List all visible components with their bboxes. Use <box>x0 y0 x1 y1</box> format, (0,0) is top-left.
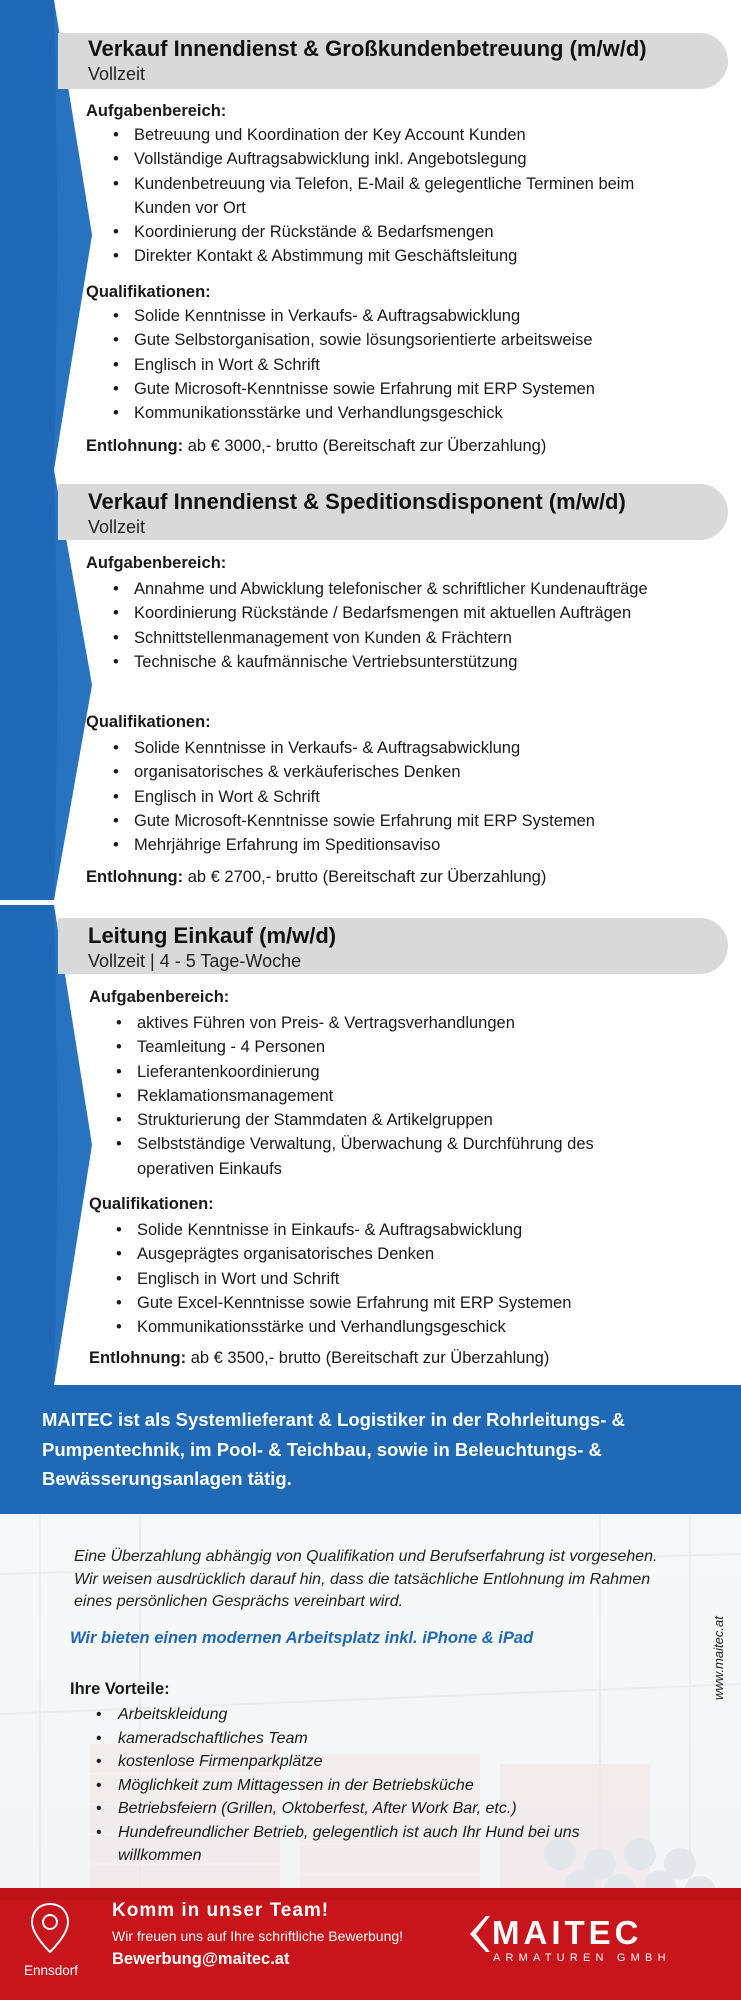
job-subtitle: Vollzeit <box>88 64 146 84</box>
location-pin-icon <box>28 1900 72 1958</box>
list-item: • Gute Microsoft-Kenntnisse sowie Erfahrung mit ERP Systemen <box>86 809 726 833</box>
tasks-heading: Aufgabenbereich: <box>86 554 227 572</box>
list-item: • Strukturierung der Stammdaten & Artikelgruppen <box>89 1108 649 1132</box>
chevron-arrow <box>0 905 92 1385</box>
logo-name: MAITEC <box>492 1914 643 1951</box>
list-item: • Kommunikationsstärke und Verhandlungsgeschick <box>86 401 726 425</box>
tasks-heading: Aufgabenbereich: <box>86 102 227 120</box>
list-item: • Kommunikationsstärke und Verhandlungsgeschick <box>89 1315 729 1339</box>
list-item: • Mehrjährige Erfahrung im Speditionsaviso <box>86 833 726 857</box>
quals-heading: Qualifikationen: <box>89 1195 214 1213</box>
application-email[interactable]: Bewerbung@maitec.at <box>112 1950 290 1968</box>
list-item: • Hundefreundlicher Betrieb, gelegentlich ist auch Ihr Hund bei uns willkommen <box>70 1821 628 1868</box>
salary-note: Eine Überzahlung abhängig von Qualifikation und Berufserfahrung ist vorgesehen. Wir weisen ausdrücklich darauf hin, dass die tatsächliche Entlohnung im Rahmen eines persönlichen Gesprächs vereinbart wird. <box>74 1548 658 1610</box>
salary <box>86 868 546 887</box>
salary-text: ab € 3000,- brutto (Bereitschaft zur Überzahlung) <box>183 437 547 455</box>
salary-label: Entlohnung: <box>86 868 184 886</box>
tasks-list <box>89 1011 649 1181</box>
salary-label: Entlohnung: <box>86 437 184 455</box>
list-item: • Teamleitung - 4 Personen <box>89 1035 649 1059</box>
list-item: • Ausgeprägtes organisatorisches Denken <box>89 1242 729 1266</box>
list-item: • Vollständige Auftragsabwicklung inkl. Angebotslegung <box>86 147 726 171</box>
list-item: • Arbeitskleidung <box>70 1703 630 1727</box>
company-banner <box>0 1385 741 1514</box>
list-item: • kameradschaftliches Team <box>70 1727 630 1751</box>
salary-text: ab € 2700,- brutto (Bereitschaft zur Überzahlung) <box>183 868 547 886</box>
list-item: • aktives Führen von Preis- & Vertragsverhandlungen <box>89 1011 649 1035</box>
benefits-list <box>70 1703 630 1868</box>
list-item: • Betreuung und Koordination der Key Account Kunden <box>86 123 726 147</box>
job-title: Leitung Einkauf (m/w/d) <box>88 923 337 948</box>
list-item: • Lieferantenkoordinierung <box>89 1060 649 1084</box>
list-item: • Annahme und Abwicklung telefonischer & schriftlicher Kundenaufträge <box>86 577 654 601</box>
logo-subtitle: ARMATUREN GMBH <box>493 1952 671 1964</box>
job-title: Verkauf Innendienst & Großkundenbetreuung (m/w/d) <box>88 36 647 61</box>
website-url[interactable]: www.maitec.at <box>711 1616 726 1700</box>
list-item: • Selbstständige Verwaltung, Überwachung & Durchführung des operativen Einkaufs <box>89 1132 647 1181</box>
quals-list <box>89 1218 729 1339</box>
list-item: • Koordinierung der Rückstände & Bedarfsmengen <box>86 220 726 244</box>
tasks-heading: Aufgabenbereich: <box>89 988 230 1006</box>
list-item: • Möglichkeit zum Mittagessen in der Betriebsküche <box>70 1774 630 1798</box>
footer-location: Ennsdorf <box>24 1963 79 1978</box>
benefits-heading: Ihre Vorteile: <box>70 1680 170 1698</box>
footer-headline: Komm in unser Team! <box>112 1900 330 1921</box>
quals-list <box>86 736 726 857</box>
list-item: • kostenlose Firmenparkplätze <box>70 1750 630 1774</box>
offer-highlight: Wir bieten einen modernen Arbeitsplatz inkl. iPhone & iPad <box>70 1629 534 1647</box>
tasks-list <box>86 123 726 269</box>
list-item: • Solide Kenntnisse in Verkaufs- & Auftragsabwicklung <box>86 304 726 328</box>
quals-heading: Qualifikationen: <box>86 713 211 731</box>
salary <box>89 1349 549 1368</box>
list-item: • organisatorisches & verkäuferisches Denken <box>86 760 726 784</box>
maitec-logo-mark <box>468 1914 492 1954</box>
list-item: • Betriebsfeiern (Grillen, Oktoberfest, After Work Bar, etc.) <box>70 1797 630 1821</box>
list-item: • Kundenbetreuung via Telefon, E-Mail & gelegentliche Terminen beim Kunden vor Ort <box>86 172 654 221</box>
list-item: • Solide Kenntnisse in Einkaufs- & Auftragsabwicklung <box>89 1218 729 1242</box>
job-title: Verkauf Innendienst & Speditionsdisponent (m/w/d) <box>88 489 626 514</box>
salary-label: Entlohnung: <box>89 1349 187 1367</box>
list-item: • Technische & kaufmännische Vertriebsunterstützung <box>86 650 726 674</box>
list-item: • Schnittstellenmanagement von Kunden & Frächtern <box>86 626 726 650</box>
list-item: • Solide Kenntnisse in Verkaufs- & Auftragsabwicklung <box>86 736 726 760</box>
list-item: • Gute Selbstorganisation, sowie lösungsorientierte arbeitsweise <box>86 328 726 352</box>
job-subtitle: Vollzeit | 4 - 5 Tage-Woche <box>88 951 302 971</box>
list-item: • Englisch in Wort & Schrift <box>86 353 726 377</box>
list-item: • Englisch in Wort & Schrift <box>86 785 726 809</box>
tasks-list <box>86 577 726 674</box>
list-item: • Direkter Kontakt & Abstimmung mit Geschäftsleitung <box>86 244 726 268</box>
list-item: • Reklamationsmanagement <box>89 1084 649 1108</box>
company-description: MAITEC ist als Systemlieferant & Logistiker in der Rohrleitungs- & Pumpentechnik, im Pool- & Teichbau, sowie in Beleuchtungs- & Bewässerungsanlagen tätig. <box>42 1409 625 1489</box>
list-item: • Koordinierung Rückstände / Bedarfsmengen mit aktuellen Aufträgen <box>86 601 726 625</box>
quals-heading: Qualifikationen: <box>86 283 211 301</box>
list-item: • Gute Excel-Kenntnisse sowie Erfahrung mit ERP Systemen <box>89 1291 729 1315</box>
list-item: • Gute Microsoft-Kenntnisse sowie Erfahrung mit ERP Systemen <box>86 377 726 401</box>
quals-list <box>86 304 726 425</box>
salary-text: ab € 3500,- brutto (Bereitschaft zur Überzahlung) <box>186 1349 550 1367</box>
footer-subline: Wir freuen uns auf Ihre schriftliche Bewerbung! <box>112 1928 404 1944</box>
salary <box>86 437 546 456</box>
list-item: • Englisch in Wort und Schrift <box>89 1267 729 1291</box>
job-posting-1 <box>0 0 741 470</box>
job-subtitle: Vollzeit <box>88 517 146 537</box>
